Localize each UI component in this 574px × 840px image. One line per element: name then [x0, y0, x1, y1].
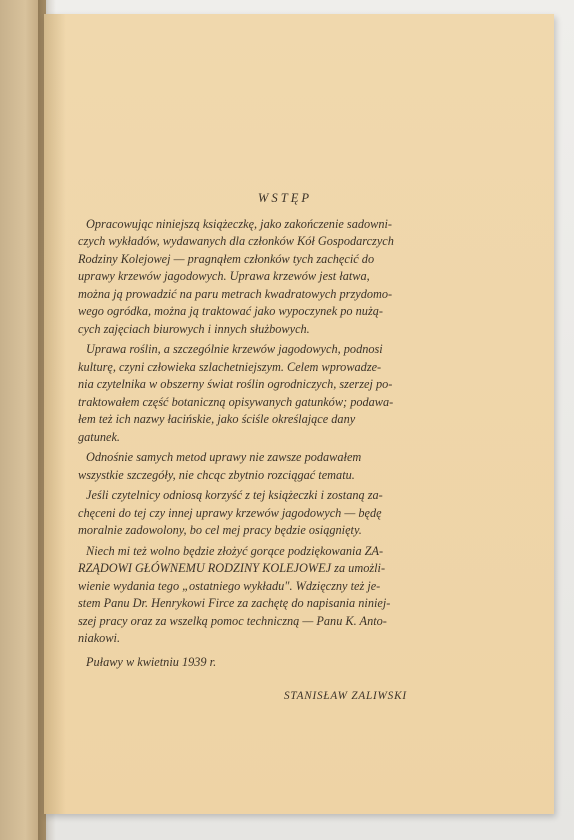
text-line: RZĄDOWI GŁÓWNEMU RODZINY KOLEJOWEJ za umożli- — [78, 561, 386, 575]
text-line: stem Panu Dr. Henrykowi Firce za zachętę do napisania niniej- — [78, 596, 391, 610]
text-line: chęceni do tej czy innej uprawy krzewów jagodowych — będę — [78, 506, 382, 520]
text-line: wienie wydania tego „ostatniego wykładu". Wdzięczny też je- — [78, 579, 381, 593]
text-line: kulturę, czyni człowieka szlachetniejszym. Celem wprowadze- — [78, 360, 382, 374]
book-page — [44, 14, 554, 814]
text-line: Uprawa roślin, a szczególnie krzewów jagodowych, podnosi — [86, 342, 383, 356]
text-line: czych wykładów, wydawanych dla członków Kół Gospodarczych — [78, 234, 394, 248]
text-line: moralnie zadowolony, bo cel mej pracy będzie osiągnięty. — [78, 523, 362, 537]
text-line: niakowi. — [78, 631, 121, 645]
text-line: gatunek. — [78, 430, 121, 444]
text-line: wego ogródka, można ją traktować jako wypoczynek po nużą- — [78, 304, 383, 318]
page-gutter-shadow — [44, 14, 66, 814]
place-date-line: Puławy w kwietniu 1939 r. — [86, 655, 217, 669]
text-line: cych zajęciach biurowych i innych służbowych. — [78, 322, 310, 336]
text-line: Jeśli czytelnicy odniosą korzyść z tej książeczki i zostaną za- — [86, 488, 383, 502]
text-line: traktowałem część botaniczną opisywanych gatunków; podawa- — [78, 395, 394, 409]
text-line: szej pracy oraz za wszelką pomoc techniczną — Panu K. Anto- — [78, 614, 387, 628]
text-line: nia czytelnika w obszerny świat roślin ogrodniczych, szerzej po- — [78, 377, 393, 391]
text-line: Rodziny Kolejowej — pragnąłem członków tych zachęcić do — [78, 252, 375, 266]
text-line: Niech mi też wolno będzie złożyć gorące podziękowania ZA- — [86, 544, 384, 558]
text-line: wszystkie szczegóły, nie chcąc zbytnio rozciągać tematu. — [78, 468, 355, 482]
text-line: uprawy krzewów jagodowych. Uprawa krzewów jest łatwa, — [78, 269, 370, 283]
text-line: Odnośnie samych metod uprawy nie zawsze podawałem — [86, 450, 362, 464]
text-line: Opracowując niniejszą książeczkę, jako zakończenie sadowni- — [86, 217, 392, 231]
author-signature: STANISŁAW ZALIWSKI — [284, 690, 407, 702]
text-line: łem też ich nazwy łacińskie, jako ściśle określające dany — [78, 412, 356, 426]
page-heading: WSTĘP — [257, 191, 313, 205]
text-line: można ją prowadzić na paru metrach kwadratowych przydomo- — [78, 287, 393, 301]
